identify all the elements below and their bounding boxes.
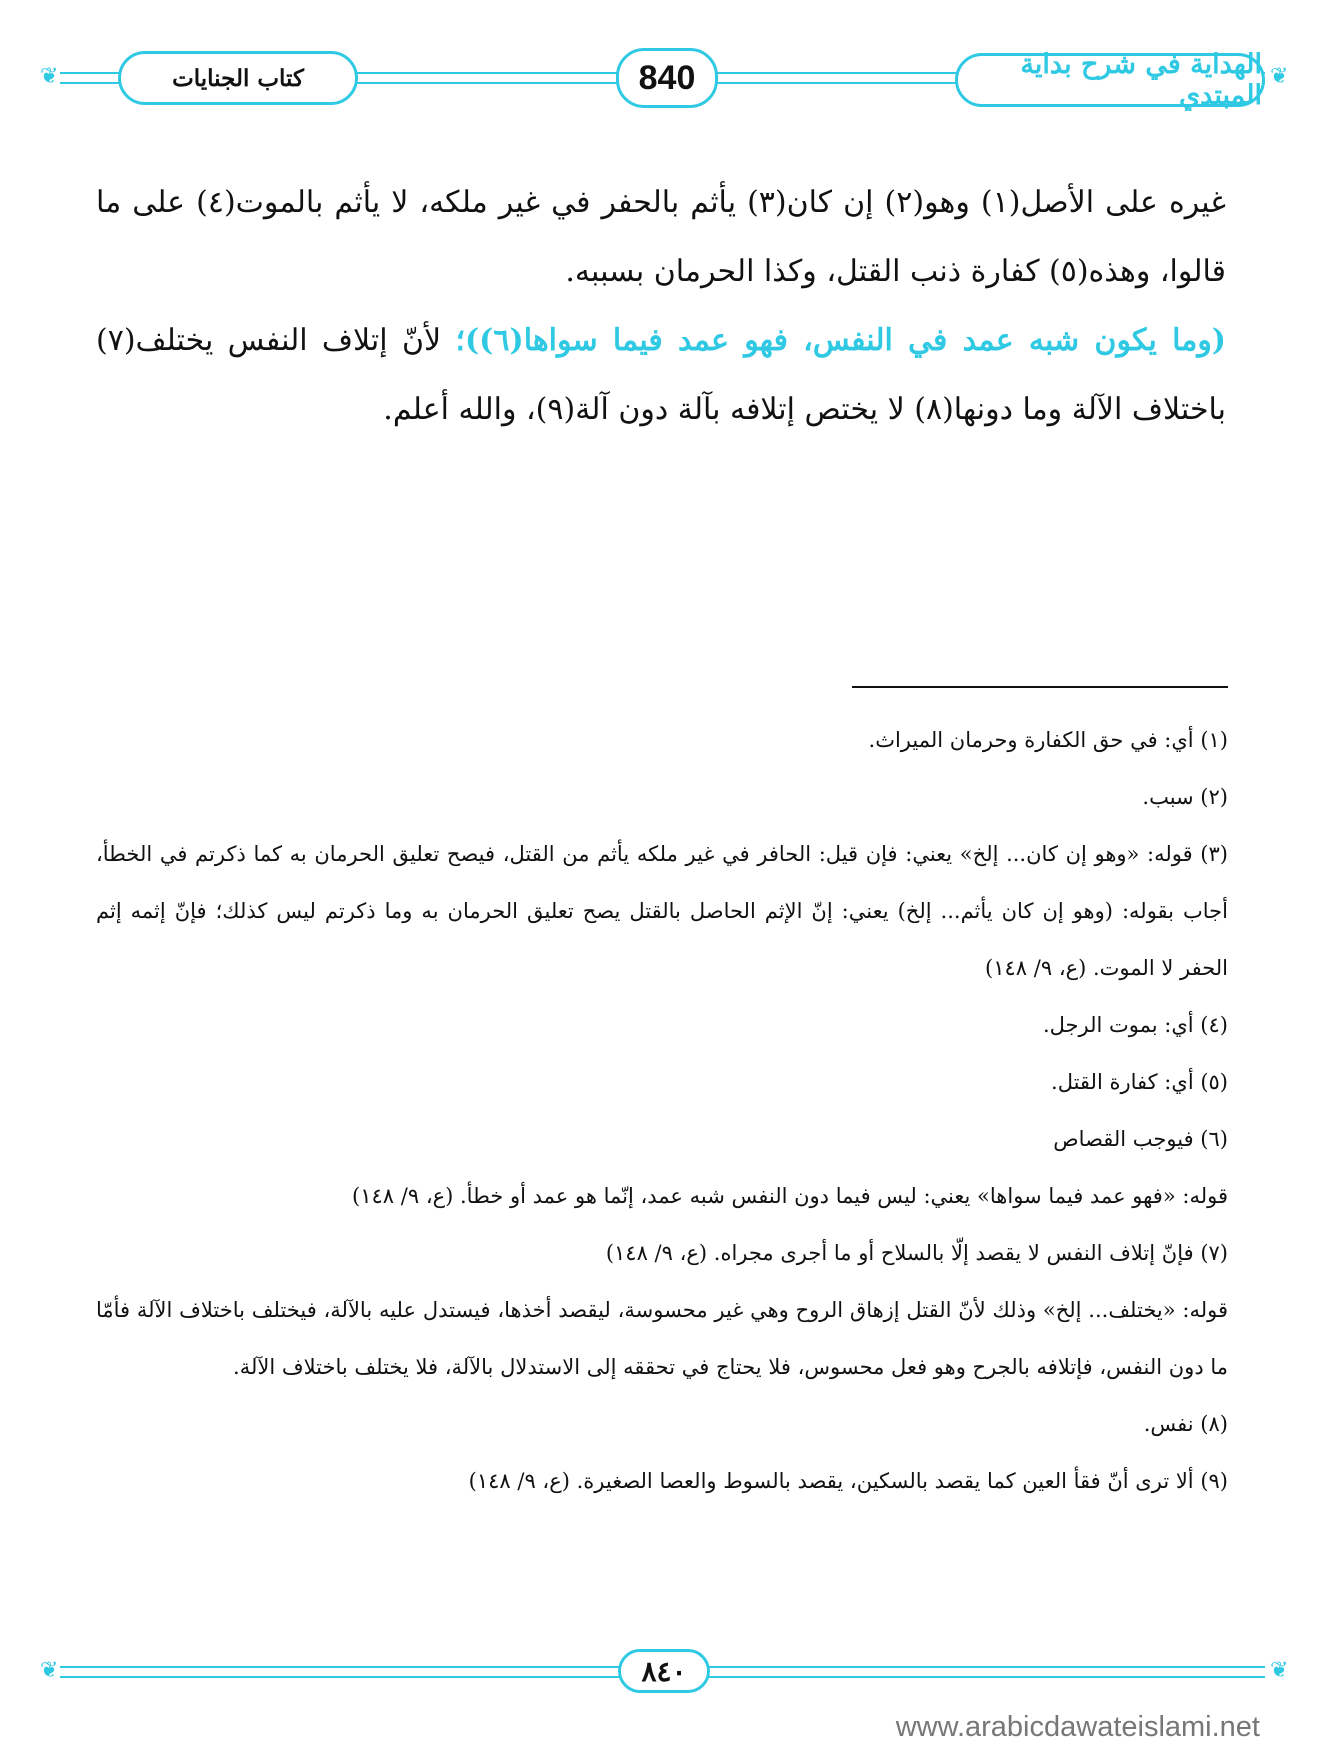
page-number-top: 840 [616, 48, 718, 108]
book-title: الهداية في شرح بداية المبتدي [955, 53, 1265, 107]
ornament-left-icon: ❦ [40, 64, 59, 89]
watermark-url: www.arabicdawateislami.net [895, 1711, 1260, 1743]
ornament-right-icon: ❦ [1270, 64, 1289, 89]
sharh-text: لأنّ إتلاف النفس يختلف(٧) باختلاف الآلة وما دونها(٨) لا يختص إتلافه بآلة دون آلة(٩)، والله أعلم. [96, 323, 1226, 427]
footnote-6: (٦) فيوجب القصاص [1053, 1127, 1228, 1151]
footnote-7-qawluh: قوله: «يختلف... إلخ» وذلك لأنّ القتل إزهاق الروح وهي غير محسوسة، ليقصد أخذها، فيستدل عليه بالآلة، فيختلف باختلاف الآلة فأمّا ما دون النفس، فإتلافه بالجرح وهو فعل محسوس، فلا يحتاج في تحققه إلى الاستدلال بالآلة، فلا يختلف باختلاف الآلة. [96, 1298, 1228, 1379]
footnote-8: (٨) نفس. [1143, 1412, 1228, 1436]
footnote-7: (٧) فإنّ إتلاف النفس لا يقصد إلّا بالسلاح أو ما أجرى مجراه. (ع، ٩/ ١٤٨) [605, 1241, 1228, 1265]
footnote-3: (٣) قوله: «وهو إن كان... إلخ» يعني: فإن قيل: الحافر في غير ملكه يأثم من القتل، فيصح تعليق الحرمان به كما ذكرتم في الخطأ، أجاب بقوله: (وهو إن كان يأثم... إلخ) يعني: إنّ الإثم الحاصل بالقتل يصح تعليق الحرمان به وما ذكرتم ليس كذلك؛ فإنّ إثمه إثم الحفر لا الموت. (ع، ٩/ ١٤٨) [96, 842, 1228, 980]
footnote-separator [852, 686, 1228, 688]
main-paragraph-2 [96, 306, 1226, 444]
footnote-6-qawluh: قوله: «فهو عمد فيما سواها» يعني: ليس فيما دون النفس شبه عمد، إنّما هو عمد أو خطأ. (ع، ٩/ ١٤٨) [352, 1184, 1228, 1208]
matn-highlight: (وما يكون شبه عمد في النفس، فهو عمد فيما سواها(٦))؛ [455, 323, 1226, 358]
main-paragraph-1: غيره على الأصل(١) وهو(٢) إن كان(٣) يأثم بالحفر في غير ملكه، لا يأثم بالموت(٤) على ما قالوا، وهذه(٥) كفارة ذنب القتل، وكذا الحرمان بسببه. [96, 185, 1226, 289]
footnote-5: (٥) أي: كفارة القتل. [1051, 1070, 1228, 1094]
chapter-title: كتاب الجنايات [118, 51, 358, 105]
ornament-footer-left-icon: ❦ [40, 1658, 59, 1683]
footnote-1: (١) أي: في حق الكفارة وحرمان الميراث. [868, 728, 1228, 752]
main-text [96, 168, 1226, 444]
page-number-bottom: ٨٤٠ [618, 1649, 710, 1693]
footnote-2: (٢) سبب. [1142, 785, 1228, 809]
ornament-footer-right-icon: ❦ [1270, 1658, 1289, 1683]
footnotes [96, 712, 1228, 1510]
footnote-4: (٤) أي: بموت الرجل. [1042, 1013, 1228, 1037]
footnote-9: (٩) ألا ترى أنّ فقأ العين كما يقصد بالسكين، يقصد بالسوط والعصا الصغيرة. (ع، ٩/ ١٤٨) [468, 1469, 1228, 1493]
